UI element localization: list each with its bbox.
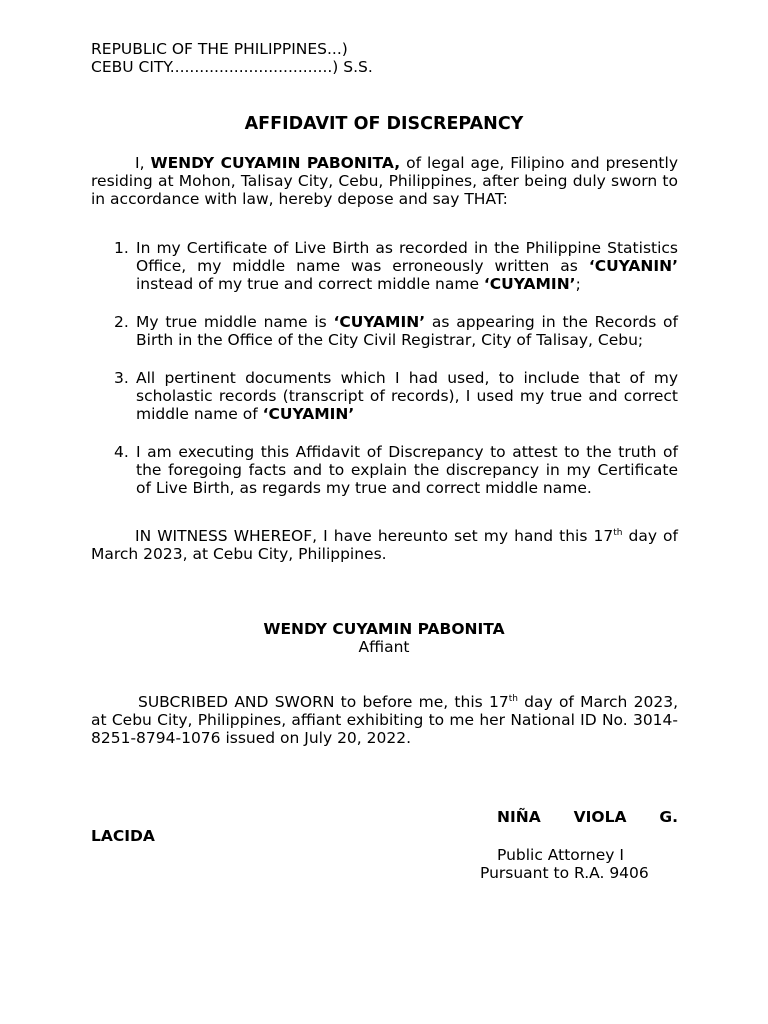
- intro-lead: I,: [135, 154, 145, 172]
- statement-item-2: [114, 313, 678, 349]
- attorney-name: [497, 808, 678, 826]
- affiant-signature-name: WENDY CUYAMIN PABONITA: [263, 620, 505, 638]
- item-text: instead of my true and correct middle name: [136, 275, 484, 293]
- item-text: All pertinent documents which I had used, to include that of my scholastic records (transcript of records), I used my true and correct middle name of: [136, 369, 678, 423]
- item-number: 1.: [114, 239, 129, 257]
- item-emphasis: ‘CUYAMIN’: [262, 405, 355, 423]
- caption-line-city: CEBU CITY.................................) S.S.: [91, 58, 373, 76]
- witness-text: IN WITNESS WHEREOF, I have hereunto set my hand this 17: [135, 527, 614, 545]
- item-emphasis: ‘CUYAMIN’: [333, 313, 426, 331]
- statement-item-3: [114, 369, 678, 423]
- venue-caption: [91, 40, 373, 76]
- jurat-text: SUBCRIBED AND SWORN to before me, this 17: [138, 693, 509, 711]
- witness-text: day of March 2023, at Cebu City, Philippines.: [91, 527, 678, 563]
- witness-paragraph: [91, 527, 678, 563]
- item-text: In my Certificate of Live Birth as recorded in the Philippine Statistics Office, my middle name was erroneously written as: [136, 239, 678, 275]
- intro-text: of legal age, Filipino and presently residing at Mohon, Talisay City, Cebu, Philippines, after being duly sworn to in accordance with law, hereby depose and say THAT:: [91, 154, 678, 208]
- item-number: 2.: [114, 313, 129, 331]
- item-text: I am executing this Affidavit of Discrepancy to attest to the truth of the foregoing facts and to explain the discrepancy in my Certificate of Live Birth, as regards my true and correct middle name.: [136, 443, 678, 497]
- intro-paragraph: [91, 154, 678, 208]
- attorney-legal-basis: Pursuant to R.A. 9406: [480, 864, 649, 882]
- item-emphasis: ‘CUYAMIN’: [483, 275, 576, 293]
- affiant-role: Affiant: [358, 638, 410, 656]
- statement-item-1: [114, 239, 678, 293]
- affiant-name-inline: WENDY CUYAMIN PABONITA,: [150, 154, 401, 172]
- document-title: AFFIDAVIT OF DISCREPANCY: [244, 114, 524, 134]
- item-text: My true middle name is: [136, 313, 334, 331]
- statement-item-4: [114, 443, 678, 497]
- attorney-middle-name: VIOLA: [573, 808, 627, 826]
- witness-ordinal: th: [613, 527, 623, 538]
- jurat-ordinal: th: [508, 693, 518, 704]
- jurat-text: day of March 2023, at Cebu City, Philippines, affiant exhibiting to me her National ID No. 3014-8251-8794-1076 issued on July 20, 2022.: [91, 693, 679, 747]
- item-emphasis: ‘CUYANIN’: [588, 257, 678, 275]
- attorney-first-name: NIÑA: [497, 808, 541, 826]
- attorney-last-name: LACIDA: [91, 827, 155, 845]
- item-text: as appearing in the Records of Birth in the Office of the City Civil Registrar, City of Talisay, Cebu;: [136, 313, 678, 349]
- attorney-initial: G.: [659, 808, 678, 826]
- attorney-title: Public Attorney I: [497, 846, 624, 864]
- caption-line-republic: REPUBLIC OF THE PHILIPPINES...): [91, 40, 348, 58]
- item-number: 3.: [114, 369, 129, 387]
- jurat-paragraph: [91, 693, 678, 747]
- item-number: 4.: [114, 443, 129, 461]
- item-text: ;: [575, 275, 581, 293]
